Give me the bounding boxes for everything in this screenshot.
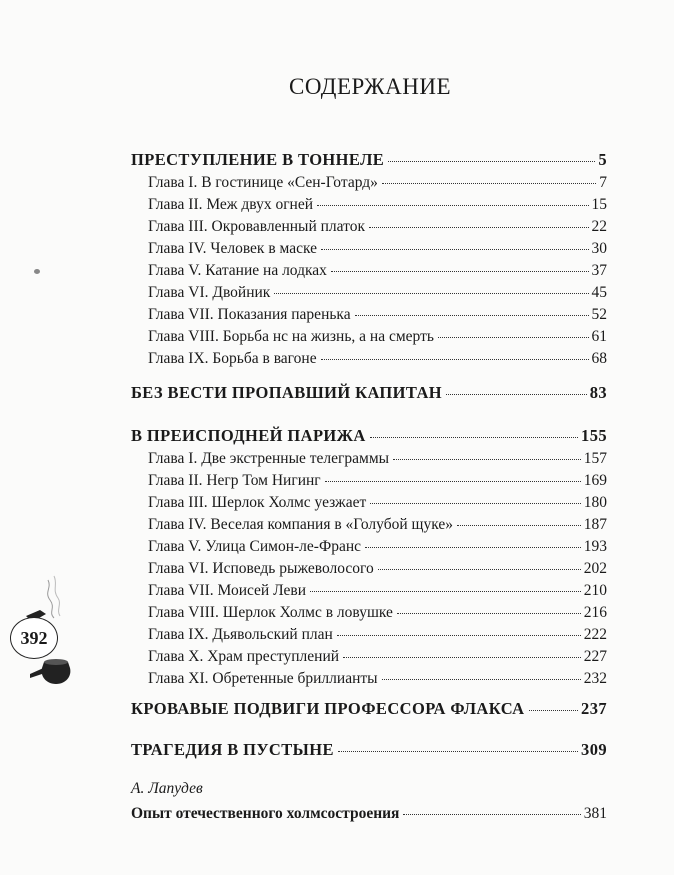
- leader-dots: [343, 657, 581, 658]
- toc-chapter: [148, 174, 607, 192]
- leader-dots: [317, 205, 588, 206]
- toc-chapter: [148, 218, 607, 236]
- toc-part: [131, 699, 607, 719]
- leader-dots: [457, 525, 581, 526]
- toc-part: [131, 383, 607, 403]
- toc-part-label: В ПРЕИСПОДНЕЙ ПАРИЖА: [131, 426, 366, 445]
- toc-chapter-label: Глава IX. Борьба в вагоне: [148, 350, 317, 367]
- toc-chapter-label: Глава V. Улица Симон-ле-Франс: [148, 538, 362, 555]
- leader-dots: [378, 569, 581, 570]
- leader-dots: [365, 547, 581, 548]
- toc-part: [131, 740, 607, 760]
- toc-page-number: 309: [581, 740, 607, 759]
- toc-page-number: 381: [583, 805, 607, 822]
- toc-chapter-label: Глава II. Меж двух огней: [148, 196, 314, 213]
- toc-page-number: 5: [598, 150, 607, 169]
- toc-chapter: [148, 350, 607, 368]
- toc-chapter: [148, 196, 607, 214]
- leader-dots: [355, 315, 589, 316]
- toc-chapter: [148, 538, 607, 556]
- toc-page-number: 83: [589, 383, 607, 402]
- toc-page-number: 216: [583, 604, 607, 621]
- toc-essay: [131, 805, 607, 823]
- leader-dots: [393, 459, 581, 460]
- toc-chapter: [148, 670, 607, 688]
- toc-chapter-label: Глава I. Две экстренные телеграммы: [148, 450, 390, 467]
- toc-chapter: [148, 240, 607, 258]
- toc-chapter: [148, 472, 607, 490]
- toc-chapter-label: Глава III. Шерлок Холмс уезжает: [148, 494, 367, 511]
- toc-page-number: 169: [583, 472, 607, 489]
- toc-page-number: 232: [583, 670, 607, 687]
- toc-page-number: 187: [583, 516, 607, 533]
- leader-dots: [337, 635, 581, 636]
- toc-page-number: 22: [591, 218, 607, 235]
- leader-dots: [382, 679, 581, 680]
- toc-chapter-label: Глава VI. Исповедь рыжеволосого: [148, 560, 374, 577]
- toc-page-number: 30: [591, 240, 607, 257]
- leader-dots: [446, 394, 587, 395]
- toc-page-number: 61: [591, 328, 607, 345]
- leader-dots: [369, 227, 589, 228]
- toc-page-number: 155: [581, 426, 607, 445]
- toc-chapter: [148, 306, 607, 324]
- toc-page-number: 37: [591, 262, 607, 279]
- toc-page-number: 68: [591, 350, 607, 367]
- toc-page-number: 180: [583, 494, 607, 511]
- toc-chapter: [148, 284, 607, 302]
- leader-dots: [403, 814, 580, 815]
- leader-dots: [388, 161, 595, 162]
- leader-dots: [321, 359, 589, 360]
- leader-dots: [397, 613, 581, 614]
- leader-dots: [438, 337, 589, 338]
- toc-page-number: 157: [583, 450, 607, 467]
- toc-chapter: [148, 604, 607, 622]
- toc-chapter: [148, 262, 607, 280]
- toc-chapter-label: Глава VIII. Борьба нс на жизнь, а на смерть: [148, 328, 434, 345]
- page-title: СОДЕРЖАНИЕ: [288, 74, 451, 99]
- toc-chapter-label: Глава IV. Веселая компания в «Голубой щуке»: [148, 516, 453, 533]
- toc-part: [131, 150, 607, 170]
- page-number-badge: 392: [10, 617, 58, 659]
- leader-dots: [382, 183, 596, 184]
- toc-chapter: [148, 494, 607, 512]
- leader-dots: [325, 481, 581, 482]
- toc-page-number: 15: [591, 196, 607, 213]
- toc-chapter: [148, 328, 607, 346]
- toc-chapter-label: Глава I. В гостинице «Сен-Готард»: [148, 174, 378, 191]
- leader-dots: [370, 437, 578, 438]
- toc-page-number: 202: [583, 560, 607, 577]
- toc-part-label: ТРАГЕДИЯ В ПУСТЫНЕ: [131, 740, 334, 759]
- toc-chapter-label: Глава VI. Двойник: [148, 284, 271, 301]
- toc-page-number: 193: [583, 538, 607, 555]
- toc-chapter-label: Глава IV. Человек в маске: [148, 240, 318, 257]
- toc-page-number: 45: [591, 284, 607, 301]
- toc-part-label: ПРЕСТУПЛЕНИЕ В ТОННЕЛЕ: [131, 150, 385, 169]
- leader-dots: [529, 710, 579, 711]
- toc-page-number: 222: [583, 626, 607, 643]
- toc-part: [131, 426, 607, 446]
- leader-dots: [338, 751, 578, 752]
- toc-page-number: 7: [599, 174, 607, 191]
- print-speck: [34, 269, 40, 274]
- toc-part-label: КРОВАВЫЕ ПОДВИГИ ПРОФЕССОРА ФЛАКСА: [131, 699, 525, 718]
- toc-chapter-label: Глава VII. Моисей Леви: [148, 582, 307, 599]
- leader-dots: [274, 293, 588, 294]
- toc-chapter-label: Глава VIII. Шерлок Холмс в ловушке: [148, 604, 393, 621]
- toc-chapter-label: Глава II. Негр Том Нигинг: [148, 472, 321, 489]
- toc-page-number: 227: [583, 648, 607, 665]
- toc-page-number: 210: [583, 582, 607, 599]
- toc-chapter: [148, 626, 607, 644]
- leader-dots: [370, 503, 581, 504]
- toc-essay-label: Опыт отечественного холмсостроения: [131, 805, 400, 822]
- toc-chapter-label: Глава IX. Дьявольский план: [148, 626, 333, 643]
- toc-chapter: [148, 582, 607, 600]
- toc-chapter: [148, 648, 607, 666]
- leader-dots: [310, 591, 581, 592]
- essay-author: А. Лапудев: [131, 780, 203, 797]
- toc-chapter: [148, 516, 607, 534]
- toc-chapter-label: Глава V. Катание на лодках: [148, 262, 327, 279]
- toc-chapter-label: Глава VII. Показания паренька: [148, 306, 351, 323]
- leader-dots: [331, 271, 589, 272]
- leader-dots: [321, 249, 588, 250]
- toc-chapter-label: Глава X. Храм преступлений: [148, 648, 340, 665]
- toc-part-label: БЕЗ ВЕСТИ ПРОПАВШИЙ КАПИТАН: [131, 383, 443, 402]
- toc-chapter: [148, 450, 607, 468]
- toc-chapter-label: Глава XI. Обретенные бриллианты: [148, 670, 378, 687]
- toc-chapter: [148, 560, 607, 578]
- toc-page-number: 237: [581, 699, 607, 718]
- toc-chapter-label: Глава III. Окровавленный платок: [148, 218, 365, 235]
- toc-page-number: 52: [591, 306, 607, 323]
